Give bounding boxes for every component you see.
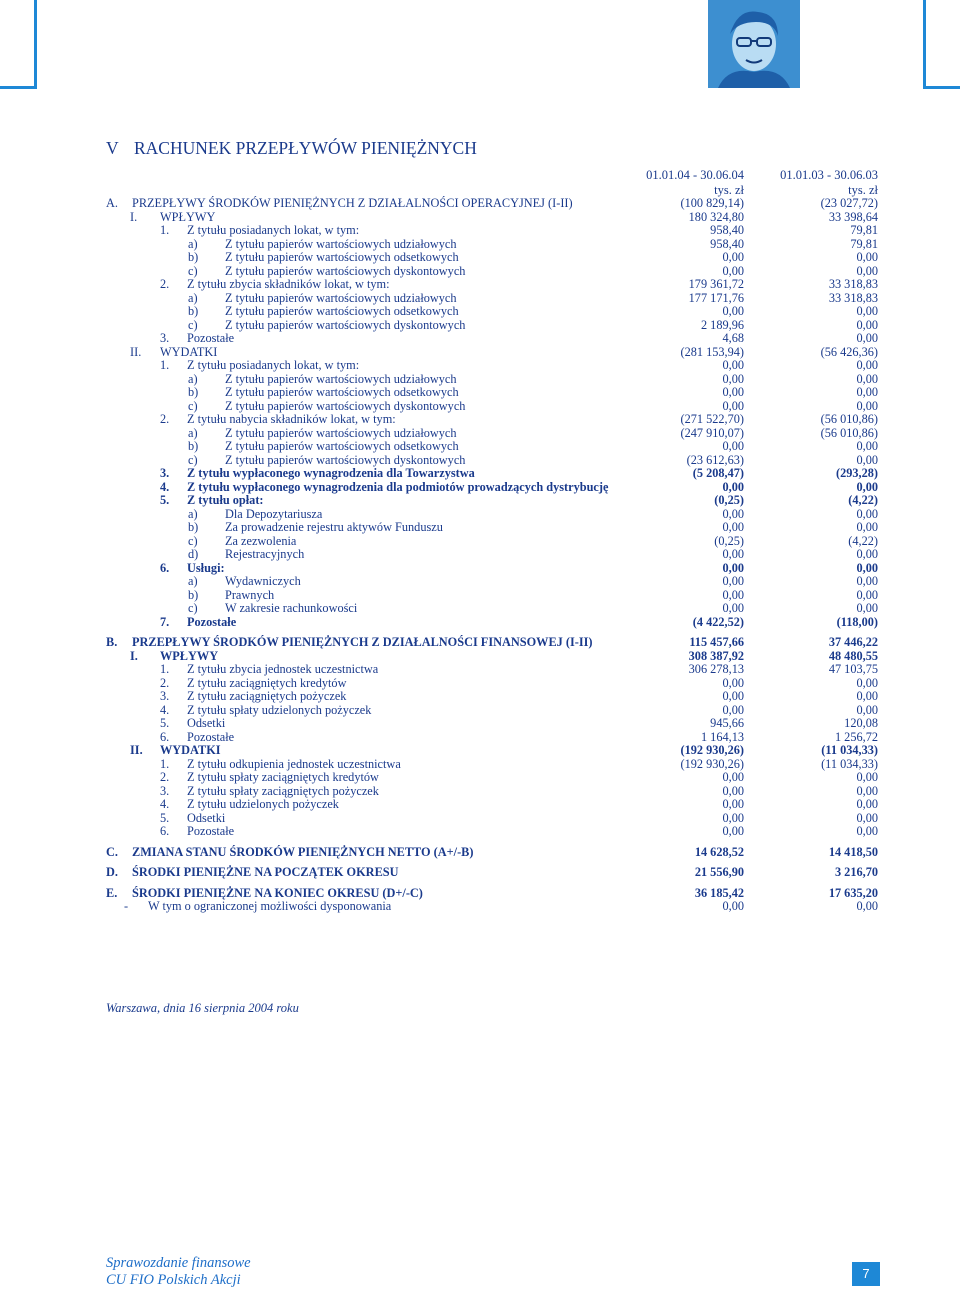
row-marker: 2. [160,770,170,784]
row-marker: 5. [160,493,170,507]
value-current: (192 930,26) [680,743,744,757]
value-current: (271 522,70) [680,412,744,426]
row-marker: 4. [160,702,170,717]
table-row [0,265,960,279]
row-marker: b) [188,304,199,318]
row-marker: c) [188,533,198,548]
value-current: (4 422,52) [692,614,744,629]
table-row [0,650,960,664]
table-row [0,278,960,292]
table-row [0,785,960,799]
row-marker: I. [130,209,138,224]
table-row [0,663,960,677]
table-row [0,887,960,901]
table-row [0,224,960,238]
row-marker: 4. [160,479,170,494]
row-label: Z tytułu zbycia jednostek uczestnictwa [187,662,379,676]
value-previous: 0,00 [856,824,878,838]
column-unit: tys. zł [714,183,744,197]
table-row [0,690,960,704]
row-marker: I. [130,648,138,663]
value-previous: 0,00 [856,263,878,278]
value-current: 4,68 [722,331,744,345]
value-previous: (4,22) [848,493,878,507]
row-label: WPŁYWY [160,648,219,663]
row-label: Z tytułu papierów wartościowych dyskontowych [225,452,466,467]
value-previous: (293,28) [835,466,878,480]
place-date-signature: Warszawa, dnia 16 sierpnia 2004 roku [106,1001,299,1015]
table-row [0,562,960,576]
row-marker: c) [188,452,198,467]
row-label: Wydawniczych [225,574,301,588]
value-previous: 0,00 [856,385,878,399]
row-marker: c) [188,398,198,413]
row-marker: b) [188,385,199,399]
table-row [0,467,960,481]
value-current: 0,00 [722,899,744,913]
row-marker: a) [188,290,198,305]
row-marker: 6. [160,560,170,575]
table-row [0,548,960,562]
row-marker: d) [188,547,199,561]
row-marker: 1. [160,662,170,676]
value-previous: 14 418,50 [828,844,878,859]
value-previous: 0,00 [856,574,878,588]
row-label: W zakresie rachunkowości [225,601,358,615]
footer-line-2: CU FIO Polskich Akcji [106,1272,241,1288]
row-label: Z tytułu papierów wartościowych odsetkowych [225,250,459,264]
row-marker: a) [188,425,198,440]
row-marker: b) [188,439,199,453]
row-marker: B. [106,635,118,649]
row-label: Pozostałe [187,824,235,838]
row-marker: b) [188,250,199,264]
row-label: WYDATKI [160,344,218,359]
value-current: 308 387,92 [688,648,744,663]
row-marker: c) [188,263,198,278]
value-current: 21 556,90 [694,865,744,879]
table-row [0,717,960,731]
value-current: 180 324,80 [688,209,744,224]
table-row [0,386,960,400]
value-current: 0,00 [722,547,744,561]
row-marker: c) [188,601,198,615]
row-marker: 3. [160,783,170,798]
value-previous: (11 034,33) [821,756,878,771]
value-previous: 0,00 [856,439,878,453]
value-current: 306 278,13 [688,662,744,676]
value-previous: 0,00 [856,547,878,561]
value-current: 0,00 [722,689,744,703]
row-label: WPŁYWY [160,209,216,224]
value-current: 0,00 [722,520,744,534]
row-label: ZMIANA STANU ŚRODKÓW PIENIĘŻNYCH NETTO (A+/-B) [132,844,474,859]
cash-flow-table [0,197,960,914]
table-row [0,440,960,454]
value-previous: 0,00 [856,479,878,494]
table-row [0,400,960,414]
value-previous: 0,00 [856,702,878,717]
table-row [0,589,960,603]
value-current: 0,00 [722,263,744,278]
table-row [0,798,960,812]
value-previous: 0,00 [856,675,878,690]
row-marker: a) [188,574,198,588]
table-row [0,704,960,718]
value-current: 0,00 [722,797,744,811]
portrait-photo [708,0,800,88]
column-header-previous [718,168,878,198]
value-previous: (23 027,72) [820,196,878,210]
row-label: Z tytułu wypłaconego wynagrodzenia dla Towarzystwa [187,466,475,480]
value-previous: 33 318,83 [828,290,878,305]
table-row [0,427,960,441]
table-row [0,211,960,225]
row-label: Z tytułu zbycia składników lokat, w tym: [187,277,390,291]
value-previous: 0,00 [856,797,878,811]
value-current: 0,00 [722,675,744,690]
row-label: Z tytułu papierów wartościowych udziałowych [225,425,457,440]
row-marker: 3. [160,331,170,345]
value-current: 177 171,76 [688,290,744,305]
row-marker: 7. [160,614,170,629]
section-number: V [106,138,119,158]
table-row [0,359,960,373]
corner-frame-left [0,0,37,89]
value-current: (281 153,94) [680,344,744,359]
table-row [0,812,960,826]
table-row [0,900,960,914]
row-marker: 1. [160,756,170,771]
row-marker: b) [188,587,199,602]
table-row [0,251,960,265]
value-previous: 17 635,20 [828,885,878,900]
table-row [0,305,960,319]
value-current: (247 910,07) [680,425,744,440]
value-current: 115 457,66 [689,635,744,649]
value-current: 179 361,72 [688,277,744,291]
table-row [0,535,960,549]
row-label: Prawnych [225,587,275,602]
value-previous: 79,81 [850,236,878,251]
page-number: 7 [852,1262,880,1286]
value-previous: 120,08 [844,716,878,730]
value-current: 958,40 [710,223,744,237]
value-current: (0,25) [714,493,744,507]
row-label: PRZEPŁYWY ŚRODKÓW PIENIĘŻNYCH Z DZIAŁALNOŚCI FINANSOWEJ (I-II) [132,635,593,649]
value-previous: 0,00 [856,358,878,372]
value-current: (100 829,14) [680,196,744,210]
row-label: Pozostałe [187,614,237,629]
row-marker: II. [130,344,142,359]
row-marker: 3. [160,466,170,480]
column-period: 01.01.04 - 30.06.04 [646,168,744,182]
row-label: Rejestracyjnych [225,547,305,561]
row-marker: 6. [160,729,170,744]
row-label: Z tytułu spłaty udzielonych pożyczek [187,702,372,717]
value-current: (23 612,63) [686,452,744,467]
footer-title [106,1255,251,1289]
value-current: 0,00 [722,560,744,575]
row-marker: 1. [160,223,170,237]
table-row [0,677,960,691]
value-previous: 47 103,75 [828,662,878,676]
value-previous: 33 318,83 [828,277,878,291]
row-label: Pozostałe [187,729,235,744]
value-previous: (11 034,33) [821,743,878,757]
row-label: W tym o ograniczonej możliwości dysponowania [148,899,392,913]
value-current: 0,00 [722,250,744,264]
table-row [0,771,960,785]
table-row [0,413,960,427]
value-previous: 0,00 [856,587,878,602]
table-row [0,373,960,387]
row-marker: II. [130,743,143,757]
row-label: Z tytułu papierów wartościowych udziałowych [225,236,457,251]
row-label: Pozostałe [187,331,235,345]
row-label: Z tytułu zaciągniętych kredytów [187,675,347,690]
value-current: 0,00 [722,770,744,784]
value-current: 0,00 [722,506,744,521]
value-current: 0,00 [722,587,744,602]
value-current: 0,00 [722,358,744,372]
row-marker: - [124,899,129,913]
value-current: (0,25) [714,533,744,548]
row-label: Z tytułu nabycia składników lokat, w tym: [187,412,396,426]
row-label: Z tytułu spłaty zaciągniętych pożyczek [187,783,379,798]
value-previous: 0,00 [856,331,878,345]
row-label: Odsetki [187,716,226,730]
value-previous: 0,00 [856,317,878,332]
row-label: Z tytułu udzielonych pożyczek [187,797,339,811]
row-label: Z tytułu papierów wartościowych odsetkowych [225,304,459,318]
row-label: Z tytułu zaciągniętych pożyczek [187,689,347,703]
table-row [0,731,960,745]
value-previous: 0,00 [856,520,878,534]
value-current: 958,40 [710,236,744,251]
row-label: Z tytułu posiadanych lokat, w tym: [187,358,360,372]
table-row [0,454,960,468]
value-previous: (56 010,86) [820,425,878,440]
row-label: Z tytułu wypłaconego wynagrodzenia dla podmiotów prowadzących dystrybucję [187,479,609,494]
value-current: 0,00 [722,702,744,717]
value-previous: 0,00 [856,398,878,413]
value-previous: 0,00 [856,601,878,615]
table-row [0,494,960,508]
value-previous: 33 398,64 [828,209,878,224]
table-row [0,866,960,880]
corner-frame-right [923,0,960,89]
row-label: Z tytułu papierów wartościowych dyskontowych [225,317,466,332]
row-marker: 5. [160,810,170,825]
table-row [0,758,960,772]
value-current: (5 208,47) [692,466,744,480]
value-previous: 0,00 [856,899,878,913]
table-row [0,332,960,346]
row-marker: 2. [160,675,170,690]
table-row [0,744,960,758]
value-previous: 0,00 [856,250,878,264]
table-row [0,508,960,522]
value-current: 0,00 [722,574,744,588]
value-previous: 0,00 [856,371,878,386]
row-label: Za prowadzenie rejestru aktywów Funduszu [225,520,443,534]
row-label: PRZEPŁYWY ŚRODKÓW PIENIĘŻNYCH Z DZIAŁALNOŚCI OPERACYJNEJ (I-II) [132,196,573,210]
row-label: Dla Depozytariusza [225,506,323,521]
row-marker: c) [188,317,198,332]
value-previous: 0,00 [856,810,878,825]
value-previous: 0,00 [856,304,878,318]
value-previous: (56 426,36) [820,344,878,359]
value-current: 945,66 [710,716,744,730]
row-label: Z tytułu papierów wartościowych udziałowych [225,290,457,305]
section-title: RACHUNEK PRZEPŁYWÓW PIENIĘŻNYCH [134,138,477,158]
row-label: Z tytułu opłat: [187,493,264,507]
footer-line-1: Sprawozdanie finansowe [106,1255,251,1271]
value-previous: 0,00 [856,689,878,703]
value-current: 0,00 [722,385,744,399]
value-current: 0,00 [722,783,744,798]
row-marker: 5. [160,716,170,730]
value-previous: 37 446,22 [828,635,878,649]
table-row [0,521,960,535]
row-label: Z tytułu papierów wartościowych udziałowych [225,371,457,386]
table-row [0,846,960,860]
row-marker: 3. [160,689,170,703]
value-current: 36 185,42 [694,885,744,900]
row-label: Z tytułu posiadanych lokat, w tym: [187,223,360,237]
value-current: 0,00 [722,439,744,453]
value-previous: 48 480,55 [828,648,878,663]
row-marker: a) [188,371,198,386]
table-row [0,575,960,589]
row-marker: 1. [160,358,170,372]
value-previous: 0,00 [856,452,878,467]
value-previous: (118,00) [836,614,878,629]
row-label: Za zezwolenia [225,533,297,548]
value-current: 0,00 [722,304,744,318]
value-current: 1 164,13 [700,729,744,744]
row-label: Z tytułu spłaty zaciągniętych kredytów [187,770,379,784]
value-current: 14 628,52 [694,844,744,859]
value-current: 0,00 [722,810,744,825]
table-row [0,825,960,839]
row-marker: a) [188,236,198,251]
table-row [0,481,960,495]
value-current: 0,00 [722,601,744,615]
value-previous: 79,81 [850,223,878,237]
row-label: Z tytułu papierów wartościowych dyskontowych [225,398,466,413]
row-label: Z tytułu papierów wartościowych odsetkowych [225,385,459,399]
row-label: Z tytułu papierów wartościowych dyskontowych [225,263,466,278]
section-heading [106,138,477,159]
value-previous: 1 256,72 [834,729,878,744]
table-row [0,346,960,360]
value-current: 0,00 [722,824,744,838]
value-previous: (4,22) [848,533,878,548]
row-label: ŚRODKI PIENIĘŻNE NA POCZĄTEK OKRESU [132,865,399,879]
value-current: 2 189,96 [700,317,744,332]
table-row [0,636,960,650]
table-row [0,602,960,616]
row-label: Usługi: [187,560,225,575]
row-marker: D. [106,865,118,879]
value-previous: (56 010,86) [820,412,878,426]
value-previous: 0,00 [856,506,878,521]
table-row [0,319,960,333]
value-current: 0,00 [722,398,744,413]
table-row [0,238,960,252]
row-marker: 2. [160,412,170,426]
value-current: 0,00 [722,479,744,494]
row-label: ŚRODKI PIENIĘŻNE NA KONIEC OKRESU (D+/-C) [132,885,423,900]
row-marker: 4. [160,797,170,811]
column-unit: tys. zł [848,183,878,197]
row-marker: 6. [160,824,170,838]
row-marker: a) [188,506,198,521]
row-marker: b) [188,520,199,534]
row-marker: C. [106,844,118,859]
value-previous: 0,00 [856,770,878,784]
value-current: (192 930,26) [680,756,744,771]
table-row [0,616,960,630]
row-marker: A. [106,196,118,210]
value-current: 0,00 [722,371,744,386]
value-previous: 0,00 [856,783,878,798]
column-period: 01.01.03 - 30.06.03 [780,168,878,182]
table-row [0,197,960,211]
value-previous: 0,00 [856,560,878,575]
row-label: Odsetki [187,810,226,825]
value-previous: 3 216,70 [834,865,878,879]
row-label: Z tytułu papierów wartościowych odsetkowych [225,439,459,453]
row-label: Z tytułu odkupienia jednostek uczestnictwa [187,756,401,771]
table-row [0,292,960,306]
row-marker: E. [106,885,118,900]
row-label: WYDATKI [160,743,221,757]
row-marker: 2. [160,277,170,291]
